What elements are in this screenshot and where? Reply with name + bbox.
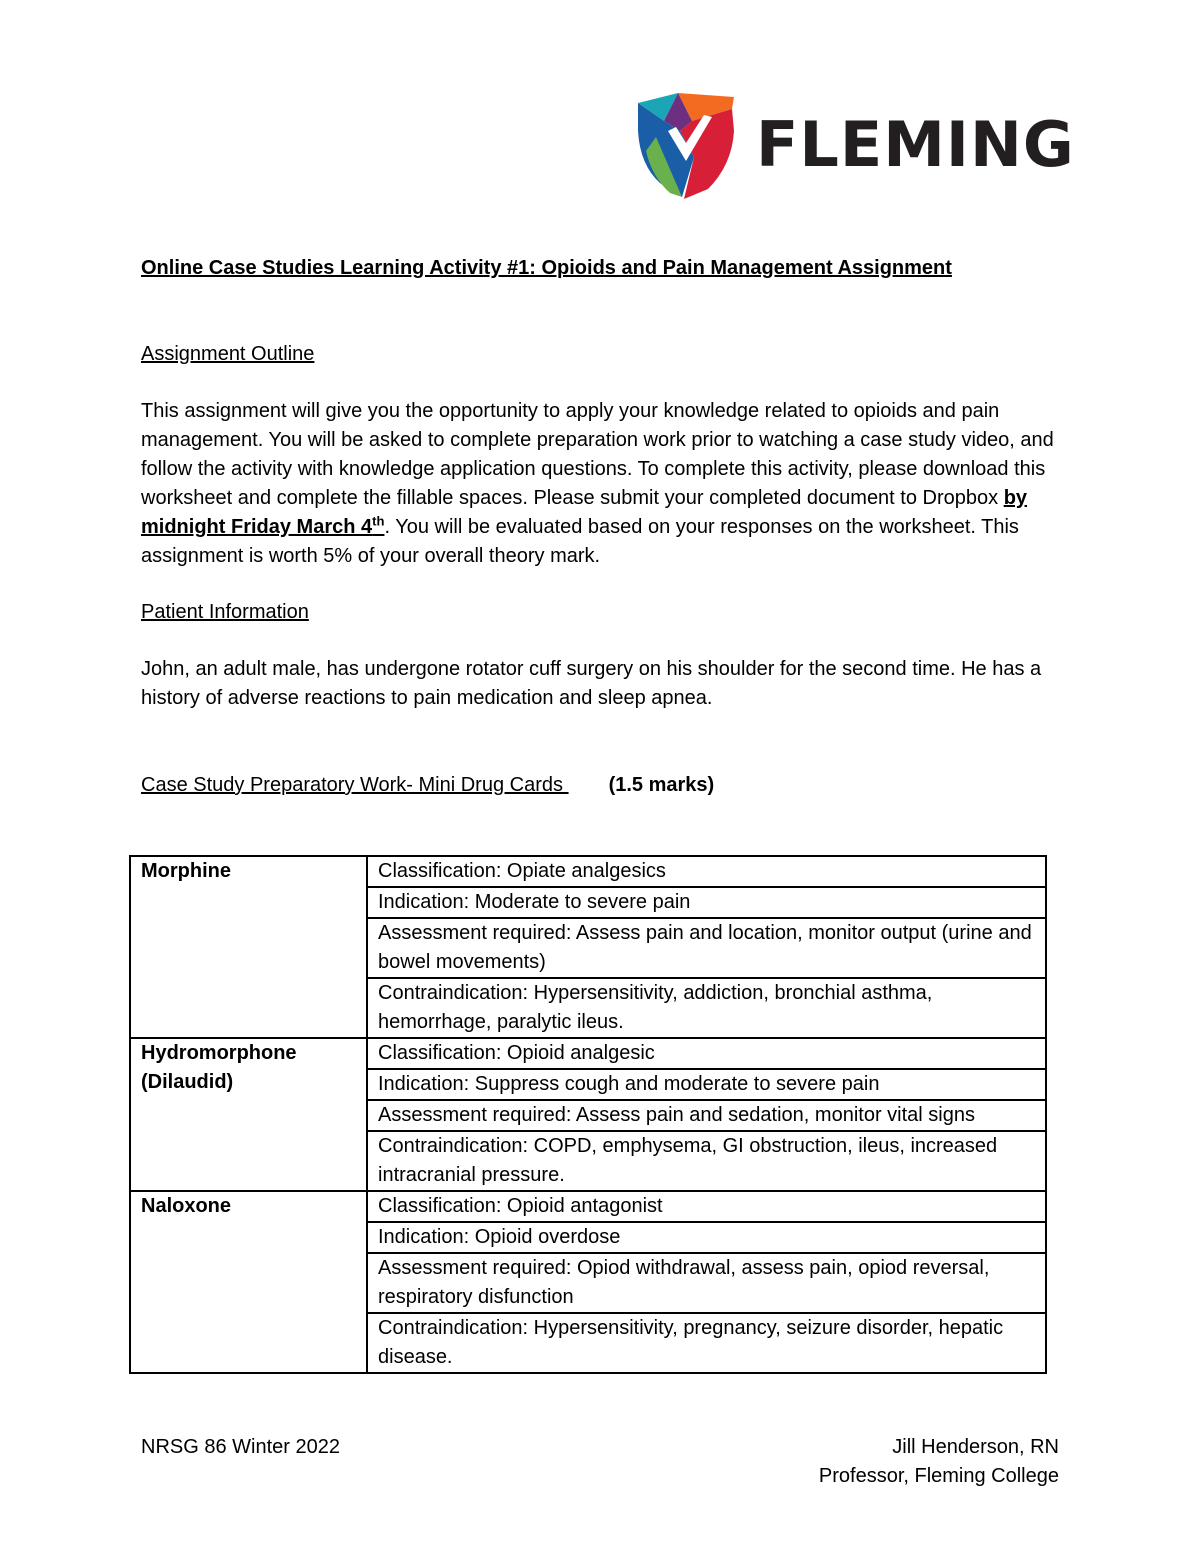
assignment-title: Online Case Studies Learning Activity #1: Opioids and Pain Management Assignment	[141, 257, 952, 279]
drug-cell[interactable]: Classification: Opiate analgesics	[367, 856, 1046, 887]
drug-cell[interactable]: Indication: Opioid overdose	[367, 1222, 1046, 1253]
fleming-logo	[634, 90, 1075, 200]
fleming-shield-icon	[634, 91, 738, 199]
marks-label: (1.5 marks)	[608, 774, 715, 796]
outline-body-end: . You will be evaluated based on your responses on the worksheet. This assignment is worth 5% of your overall theory mark.	[141, 516, 1019, 567]
preparatory-work-heading: Case Study Preparatory Work- Mini Drug Cards (1.5 marks)	[141, 774, 715, 796]
drug-name-morphine: Morphine	[130, 856, 367, 1038]
footer-author-title: Professor, Fleming College	[818, 1465, 1059, 1487]
drug-cell[interactable]: Assessment required: Assess pain and location, monitor output (urine and bowel movements)	[367, 918, 1046, 978]
drug-name-naloxone: Naloxone	[130, 1191, 367, 1373]
fleming-wordmark: FLEMING	[756, 108, 1075, 181]
drug-cell[interactable]: Contraindication: Hypersensitivity, pregnancy, seizure disorder, hepatic disease.	[367, 1313, 1046, 1373]
drug-cell[interactable]: Assessment required: Assess pain and sedation, monitor vital signs	[367, 1100, 1046, 1131]
drug-name-hydromorphone: Hydromorphone (Dilaudid)	[130, 1038, 367, 1191]
drug-cell[interactable]: Contraindication: COPD, emphysema, GI obstruction, ileus, increased intracranial pressure.	[367, 1131, 1046, 1191]
footer-author	[819, 1433, 1059, 1491]
drug-cell[interactable]: Classification: Opioid analgesic	[367, 1038, 1046, 1069]
drug-cards-table	[129, 855, 1047, 1374]
drug-cell[interactable]: Classification: Opioid antagonist	[367, 1191, 1046, 1222]
assignment-outline-heading: Assignment Outline	[141, 343, 315, 365]
drug-cell[interactable]: Indication: Moderate to severe pain	[367, 887, 1046, 918]
patient-information-heading: Patient Information	[141, 601, 309, 623]
patient-information-paragraph: John, an adult male, has undergone rotator cuff surgery on his shoulder for the second time. He has a history of adverse reactions to pain medication and sleep apnea.	[141, 658, 1042, 709]
table-row	[130, 1038, 1046, 1069]
table-row	[130, 856, 1046, 887]
deadline-text: by midnight Friday March 4th	[141, 487, 1028, 538]
drug-cell[interactable]: Indication: Suppress cough and moderate to severe pain	[367, 1069, 1046, 1100]
drug-cell[interactable]: Contraindication: Hypersensitivity, addiction, bronchial asthma, hemorrhage, paralytic ileus.	[367, 978, 1046, 1038]
drug-cell[interactable]: Assessment required: Opiod withdrawal, assess pain, opiod reversal, respiratory disfunction	[367, 1253, 1046, 1313]
footer-course: NRSG 86 Winter 2022	[141, 1436, 340, 1458]
footer-author-name: Jill Henderson, RN	[892, 1436, 1059, 1458]
outline-body-start: This assignment will give you the opportunity to apply your knowledge related to opioids and pain management. You will be asked to complete preparation work prior to watching a case study video, and follow the activity with knowledge application questions. To complete this activity, please download this worksheet and complete the fillable spaces. Please submit your completed document to Dropbox	[141, 400, 1054, 509]
table-row	[130, 1191, 1046, 1222]
assignment-outline-paragraph	[141, 397, 1061, 571]
